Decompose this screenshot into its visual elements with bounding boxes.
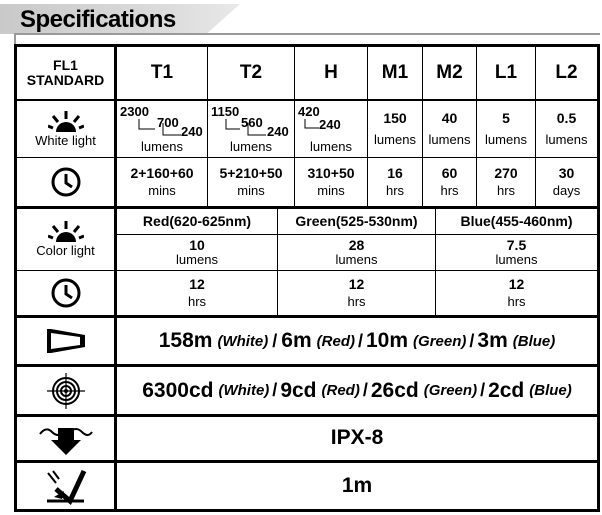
white-runtime-m2-value: 60: [441, 164, 458, 181]
white-m1-value: 150: [383, 110, 407, 127]
sunburst-icon: [48, 220, 84, 244]
white-m1-unit: lumens: [374, 131, 416, 147]
white-l1-unit: lumens: [485, 131, 527, 147]
color-green-output: [278, 235, 435, 270]
intensity-red-value: 9cd: [280, 378, 317, 402]
white-t2-cell: [208, 101, 294, 157]
beam-sep-2: /: [357, 330, 363, 351]
white-runtime-l1-unit: hrs: [496, 183, 516, 199]
page-title: Specifications: [20, 6, 176, 33]
header-mode-l1: L1: [494, 62, 518, 84]
beam-white-value: 158m: [158, 329, 213, 352]
white-t2-step2: 560: [241, 115, 263, 130]
beam-distance-values: [117, 318, 597, 364]
white-t1-step3: 240: [181, 124, 203, 139]
beam-blue-tag: (Blue): [512, 332, 556, 350]
color-runtime-label-cell: [17, 271, 114, 315]
white-h-cascade-lines: [303, 119, 321, 133]
white-light-label: White light: [35, 132, 96, 148]
color-blue-runtime: [436, 271, 597, 315]
beam-red-tag: (Red): [316, 332, 355, 350]
color-blue-runtime-value: 12: [508, 275, 525, 292]
white-t1-unit: lumens: [141, 139, 183, 154]
white-t2-step3: 240: [267, 124, 289, 139]
header-standard-line2: STANDARD: [26, 72, 105, 88]
white-h-step2: 240: [319, 117, 341, 132]
intensity-sep-3: /: [480, 380, 486, 400]
intensity-sep-1: /: [272, 380, 278, 400]
white-m2-unit: lumens: [428, 131, 471, 147]
intensity-green-tag: (Green): [423, 382, 478, 399]
white-h-unit: lumens: [310, 139, 352, 154]
white-runtime-m1: [368, 158, 422, 206]
white-h-cell: [295, 101, 367, 157]
header-standard: [17, 47, 114, 99]
beam-distance-icon: [46, 327, 86, 355]
white-t1-step2: 700: [157, 115, 179, 130]
beam-sep-3: /: [469, 330, 475, 351]
white-runtime-h-unit: mins: [317, 183, 345, 199]
header-mode-l2: L2: [555, 62, 578, 84]
color-red-runtime: [117, 271, 277, 315]
impact-label-cell: [17, 463, 114, 509]
clock-icon: [50, 166, 82, 198]
intensity-white-tag: (White): [218, 382, 270, 399]
impact-icon: [44, 467, 88, 505]
white-runtime-l1: [477, 158, 535, 206]
intensity-blue-value: 2cd: [488, 378, 525, 402]
header-standard-line1: FL1: [53, 57, 78, 74]
white-m2-value: 40: [441, 110, 458, 127]
white-runtime-l2-unit: days: [552, 183, 581, 199]
white-m2-cell: [423, 101, 476, 157]
white-runtime-m2: [423, 158, 476, 206]
color-green-output-value: 28: [348, 236, 365, 253]
color-blue-runtime-unit: hrs: [507, 294, 526, 310]
impact-value: 1m: [341, 473, 373, 497]
white-runtime-m1-value: 16: [387, 164, 403, 181]
white-l2-unit: lumens: [545, 131, 588, 147]
white-runtime-m1-unit: hrs: [385, 183, 405, 199]
waterproof-label-cell: [17, 417, 114, 460]
white-t1-step1: 2300: [120, 104, 149, 119]
border-right: [597, 44, 600, 512]
header-mode-m1: M1: [381, 62, 409, 84]
title-underline: [14, 33, 600, 35]
color-light-label: Color light: [36, 243, 95, 259]
white-runtime-h-value: 310+50: [307, 164, 355, 181]
color-blue-output-value: 7.5: [506, 236, 527, 253]
white-h-step1: 420: [298, 104, 320, 119]
white-runtime-t2-value: 5+210+50: [219, 164, 283, 181]
beam-green-tag: (Green): [413, 332, 467, 350]
beam-label-cell: [17, 318, 114, 364]
white-runtime-t1-value: 2+160+60: [130, 164, 194, 181]
white-runtime-t1-unit: mins: [148, 183, 176, 199]
water-drop-icon: [38, 422, 94, 456]
color-red-output-value: 10: [189, 236, 205, 253]
color-red-name: Red(620-625nm): [142, 213, 252, 230]
target-icon: [46, 373, 86, 409]
white-t2-step1: 1150: [211, 104, 240, 119]
white-runtime-h: [295, 158, 367, 206]
clock-icon: [50, 277, 82, 309]
beam-sep-1: /: [272, 330, 278, 351]
white-runtime-t1: [117, 158, 207, 206]
intensity-label-cell: [17, 367, 114, 414]
color-blue-name: Blue(455-460nm): [460, 213, 573, 230]
sunburst-icon: [48, 110, 84, 134]
intensity-values: [117, 367, 597, 414]
white-l1-value: 5: [502, 110, 510, 127]
waterproof-value: IPX-8: [330, 426, 384, 450]
spec-table: [14, 44, 600, 512]
beam-green-value: 10m: [366, 329, 409, 352]
color-light-label-cell: [17, 209, 114, 270]
white-runtime-m2-unit: hrs: [440, 183, 459, 199]
header-mode-h: H: [324, 62, 338, 84]
white-m1-cell: [368, 101, 422, 157]
white-light-label-cell: [17, 101, 114, 157]
header-mode-t2: T2: [239, 62, 263, 84]
white-t1-cascade-lines: [137, 119, 185, 137]
beam-white-tag: (White): [217, 332, 269, 350]
white-runtime-l2: [536, 158, 597, 206]
white-t1-cell: [117, 101, 207, 157]
intensity-sep-2: /: [362, 380, 368, 400]
color-blue-output-unit: lumens: [495, 252, 538, 268]
intensity-red-tag: (Red): [321, 382, 360, 399]
color-red-runtime-value: 12: [189, 275, 205, 292]
white-runtime-t2: [208, 158, 294, 206]
intensity-green-value: 26cd: [370, 378, 419, 402]
white-t2-cascade-lines: [224, 119, 270, 137]
white-t2-unit: lumens: [230, 139, 272, 154]
header-mode-t1: T1: [150, 62, 174, 84]
color-green-runtime-value: 12: [348, 275, 365, 292]
intensity-white-value: 6300cd: [142, 378, 214, 402]
beam-blue-value: 3m: [477, 329, 508, 352]
color-red-output-unit: lumens: [176, 252, 218, 268]
intensity-blue-tag: (Blue): [529, 382, 572, 399]
color-green-output-unit: lumens: [335, 252, 378, 268]
color-green-runtime-unit: hrs: [347, 294, 366, 310]
white-runtime-t2-unit: mins: [237, 183, 265, 199]
color-red-output: [117, 235, 277, 270]
white-runtime-l1-value: 270: [494, 164, 518, 181]
header-mode-m2: M2: [436, 62, 463, 84]
color-green-runtime: [278, 271, 435, 315]
white-runtime-l2-value: 30: [558, 164, 575, 181]
white-l1-cell: [477, 101, 535, 157]
color-blue-output: [436, 235, 597, 270]
white-l2-cell: [536, 101, 597, 157]
white-runtime-label-cell: [17, 158, 114, 206]
beam-red-value: 6m: [281, 329, 312, 352]
border-bottom: [14, 509, 600, 512]
white-l2-value: 0.5: [556, 110, 577, 127]
title-bar: [0, 0, 602, 44]
color-green-name: Green(525-530nm): [295, 213, 418, 230]
color-red-runtime-unit: hrs: [187, 294, 207, 310]
